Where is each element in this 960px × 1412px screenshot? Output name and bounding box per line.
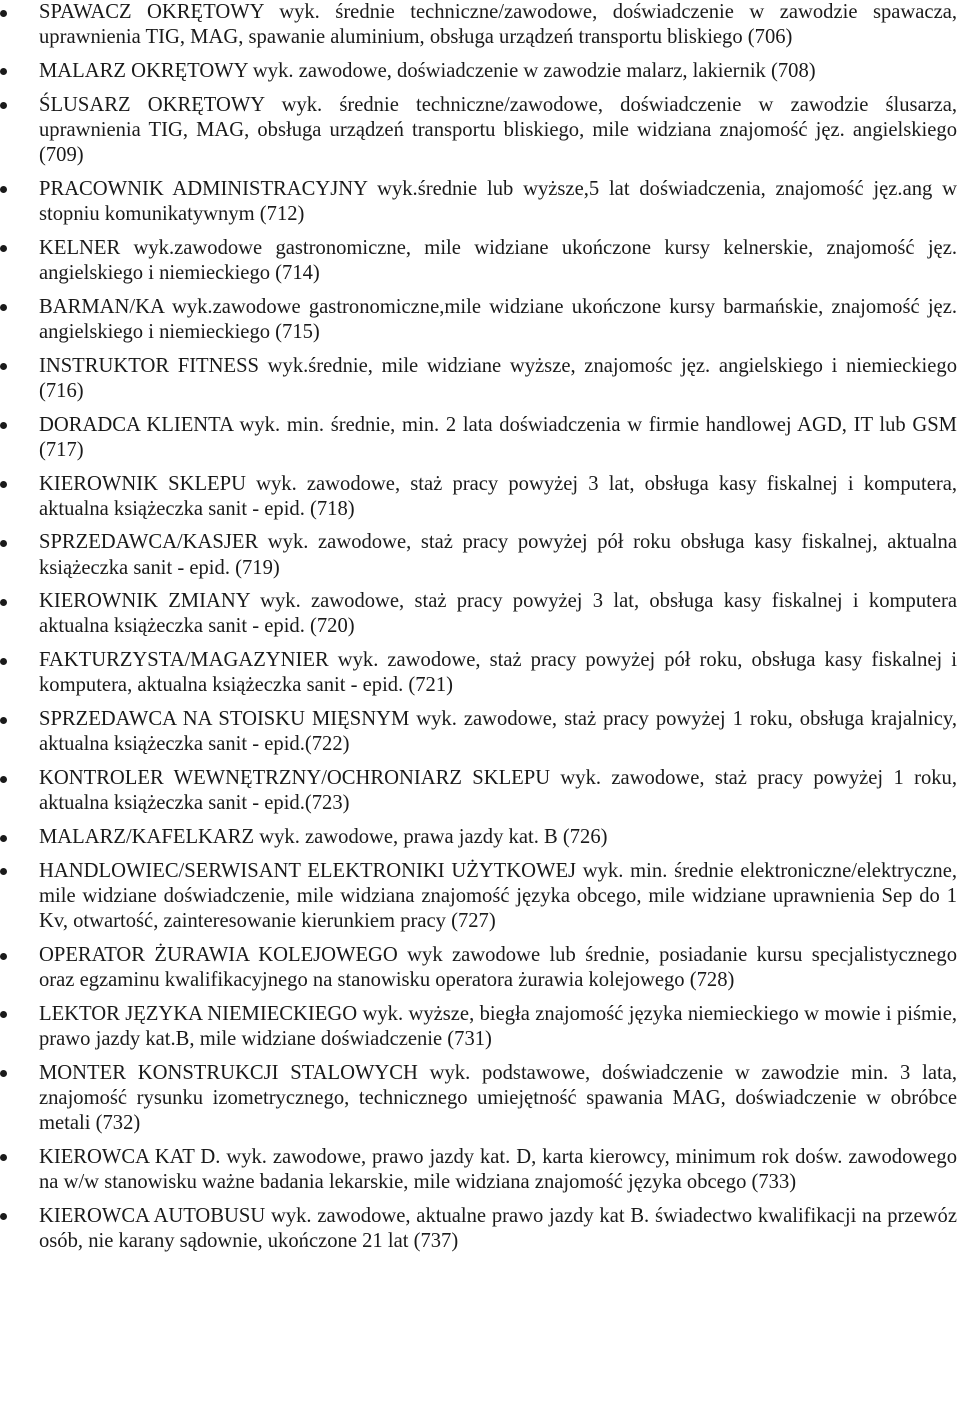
list-item xyxy=(0,1204,960,1254)
bullet-icon xyxy=(0,68,7,75)
list-item xyxy=(0,766,960,816)
bullet-icon xyxy=(0,717,7,724)
job-offer-text: HANDLOWIEC/SERWISANT ELEKTRONIKI UŻYTKOWEJ wyk. min. średnie elektroniczne/elektryczne, mile widziane doświadczenie, mile widziana znajomość języka obcego, mile widziane uprawnienia Sep do 1 Kv, otwartość, zainteresowanie kierunkiem pracy (727) xyxy=(39,859,957,933)
bullet-icon xyxy=(0,304,7,311)
list-item xyxy=(0,530,960,580)
bullet-icon xyxy=(0,1070,7,1077)
job-offer-text: KIEROWNIK ZMIANY wyk. zawodowe, staż pracy powyżej 3 lat, obsługa kasy fiskalnej i komputera aktualna książeczka sanit - epid. (720) xyxy=(39,590,957,638)
job-offer-text: KONTROLER WEWNĘTRZNY/OCHRONIARZ SKLEPU wyk. zawodowe, staż pracy powyżej 1 roku, aktualna książeczka sanit - epid.(723) xyxy=(39,767,957,815)
list-item xyxy=(0,589,960,639)
list-item xyxy=(0,0,960,50)
bullet-icon xyxy=(0,599,7,606)
list-item xyxy=(0,295,960,345)
list-item xyxy=(0,1145,960,1195)
list-item xyxy=(0,177,960,227)
job-offer-text: MALARZ/KAFELKARZ wyk. zawodowe, prawa jazdy kat. B (726) xyxy=(39,826,608,849)
list-item xyxy=(0,1002,960,1052)
bullet-icon xyxy=(0,186,7,193)
bullet-icon xyxy=(0,1154,7,1161)
job-offer-text: SPRZEDAWCA/KASJER wyk. zawodowe, staż pracy powyżej pół roku obsługa kasy fiskalnej, aktualna książeczka sanit - epid. (719) xyxy=(39,531,957,579)
bullet-icon xyxy=(0,10,7,17)
bullet-icon xyxy=(0,245,7,252)
list-item xyxy=(0,825,960,850)
job-offer-text: BARMAN/KA wyk.zawodowe gastronomiczne,mile widziane ukończone kursy barmańskie, znajomość jęz. angielskiego i niemieckiego (715) xyxy=(39,295,957,343)
job-offer-text: KELNER wyk.zawodowe gastronomiczne, mile widziane ukończone kursy kelnerskie, znajomość jęz. angielskiego i niemieckiego (714) xyxy=(39,236,957,284)
job-offer-text: ŚLUSARZ OKRĘTOWY wyk. średnie techniczne/zawodowe, doświadczenie w zawodzie ślusarza, uprawnienia TIG, MAG, obsługa urządzeń transportu bliskiego, mile widziana znajomość jęz. angielskiego (709) xyxy=(39,93,957,166)
list-item xyxy=(0,472,960,522)
job-offer-text: LEKTOR JĘZYKA NIEMIECKIEGO wyk. wyższe, biegła znajomość języka niemieckiego w mowie i piśmie, prawo jazdy kat.B, mile widziane doświadczenie (731) xyxy=(39,1002,957,1051)
list-item xyxy=(0,859,960,934)
bullet-icon xyxy=(0,776,7,783)
list-item xyxy=(0,943,960,993)
list-item xyxy=(0,707,960,757)
job-offer-text: KIEROWCA KAT D. wyk. zawodowe, prawo jazdy kat. D, karta kierowcy, minimum rok dośw. zawodowego na w/w stanowisku ważne badania lekarskie, mile widziana znajomość języka obcego (733) xyxy=(39,1145,957,1193)
bullet-icon xyxy=(0,953,7,960)
job-offer-text: PRACOWNIK ADMINISTRACYJNY wyk.średnie lub wyższe,5 lat doświadczenia, znajomość jęz.ang w stopniu komunikatywnym (712) xyxy=(39,177,957,225)
list-item xyxy=(0,236,960,286)
job-offer-text: SPAWACZ OKRĘTOWY wyk. średnie techniczne/zawodowe, doświadczenie w zawodzie spawacza, uprawnienia TIG, MAG, spawanie aluminium, obsługa urządzeń transportu bliskiego (706) xyxy=(39,1,957,49)
bullet-icon xyxy=(0,540,7,547)
bullet-icon xyxy=(0,102,7,109)
bullet-icon xyxy=(0,658,7,665)
bullet-icon xyxy=(0,1213,7,1220)
list-item xyxy=(0,59,960,84)
job-offer-text: KIEROWNIK SKLEPU wyk. zawodowe, staż pracy powyżej 3 lat, obsługa kasy fiskalnej i komputera, aktualna książeczka sanit - epid. (718) xyxy=(39,472,957,520)
bullet-icon xyxy=(0,481,7,488)
bullet-icon xyxy=(0,1011,7,1018)
list-item xyxy=(0,1061,960,1136)
job-offer-text: OPERATOR ŻURAWIA KOLEJOWEGO wyk zawodowe lub średnie, posiadanie kursu specjalistycznego oraz egzaminu kwalifikacyjnego na stanowisku operatora żurawia kolejowego (728) xyxy=(39,944,957,992)
list-item xyxy=(0,413,960,463)
job-offer-text: INSTRUKTOR FITNESS wyk.średnie, mile widziane wyższe, znajomośc jęz. angielskiego i niemieckiego (716) xyxy=(39,354,957,402)
bullet-icon xyxy=(0,835,7,842)
job-offer-text: MALARZ OKRĘTOWY wyk. zawodowe, doświadczenie w zawodzie malarz, lakiernik (708) xyxy=(39,59,816,82)
list-item xyxy=(0,354,960,404)
list-item xyxy=(0,93,960,168)
job-offer-text: DORADCA KLIENTA wyk. min. średnie, min. 2 lata doświadczenia w firmie handlowej AGD, IT lub GSM (717) xyxy=(39,413,957,461)
job-offer-text: KIEROWCA AUTOBUSU wyk. zawodowe, aktualne prawo jazdy kat B. świadectwo kwalifikacji na przewóz osób, nie karany sądownie, ukończone 21 lat (737) xyxy=(39,1204,957,1252)
bullet-icon xyxy=(0,868,7,875)
job-offer-text: SPRZEDAWCA NA STOISKU MIĘSNYM wyk. zawodowe, staż pracy powyżej 1 roku, obsługa krajalnicy, aktualna książeczka sanit - epid.(722) xyxy=(39,708,957,756)
list-item xyxy=(0,648,960,698)
job-offer-text: FAKTURZYSTA/MAGAZYNIER wyk. zawodowe, staż pracy powyżej pół roku, obsługa kasy fiskalnej i komputera, aktualna książeczka sanit - epid. (721) xyxy=(39,649,957,697)
bullet-icon xyxy=(0,363,7,370)
bullet-icon xyxy=(0,422,7,429)
job-offer-text: MONTER KONSTRUKCJI STALOWYCH wyk. podstawowe, doświadczenie w zawodzie min. 3 lata, znajomość rysunku izometrycznego, technicznego umiejętność spawania MAG, doświadczenie w obróbce metali (732) xyxy=(39,1061,957,1135)
